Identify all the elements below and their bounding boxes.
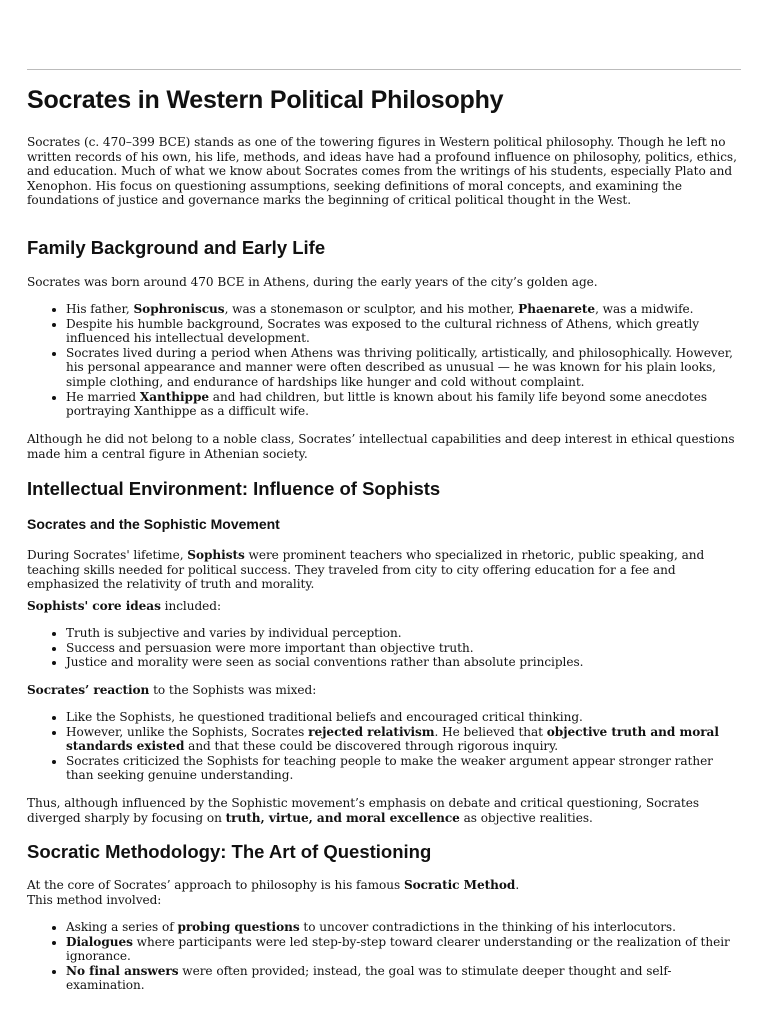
list-item: • Dialogues where participants were led step-by-step toward clearer understanding or the realization of their ignorance. [66,935,741,964]
list-item: • Socrates lived during a period when Athens was thriving politically, artistically, and philosophically. However, his personal appearance and manner were often described as unusual — he was known for his plain looks, simple clothing, and endurance of hardships like hunger and cold without complaint. [66,346,741,390]
sophists-closing-paragraph: Thus, although influenced by the Sophistic movement’s emphasis on debate and critical questioning, Socrates diverged sharply by focusing on truth, virtue, and moral excellence as objective realities. [27,796,699,825]
socrates-reaction-list [27,710,741,783]
list-item: • Success and persuasion were more important than objective truth. [66,641,741,656]
heading-family-background: Family Background and Early Life [27,237,326,258]
list-item: • Like the Sophists, he questioned traditional beliefs and encouraged critical thinking. [66,710,741,725]
list-item: • No final answers were often provided; instead, the goal was to stimulate deeper thought and self-examination. [66,964,741,993]
list-item: • His father, Sophroniscus, was a stonemason or sculptor, and his mother, Phaenarete, was a midwife. [66,302,741,317]
subheading-sophistic-movement: Socrates and the Sophistic Movement [27,516,280,532]
socrates-reaction-label: Socrates’ reaction to the Sophists was mixed: [27,683,317,697]
method-list [27,920,741,993]
intro-paragraph: Socrates (c. 470–399 BCE) stands as one of the towering figures in Western political philosophy. Though he left no written records of his own, his life, methods, and ideas have had a profound influence on philosophy, politics, ethics, and education. Much of what we know about Socrates comes from the writings of his students, especially Plato and Xenophon. His focus on questioning assumptions, seeking definitions of moral concepts, and examining the foundations of justice and governance marks the beginning of critical political thought in the West. [27,135,737,208]
list-item: • Justice and morality were seen as social conventions rather than absolute principles. [66,655,741,670]
page-title: Socrates in Western Political Philosophy [27,86,504,114]
family-lead-paragraph: Socrates was born around 470 BCE in Athens, during the early years of the city’s golden age. [27,275,598,289]
list-item: • Socrates criticized the Sophists for teaching people to make the weaker argument appear stronger rather than seeking genuine understanding. [66,754,741,783]
method-intro-paragraph: At the core of Socrates’ approach to philosophy is his famous Socratic Method. This method involved: [27,878,520,907]
top-divider [27,69,741,70]
list-item: • However, unlike the Sophists, Socrates rejected relativism. He believed that objective truth and moral standards existed and that these could be discovered through rigorous inquiry. [66,725,741,754]
heading-socratic-method: Socratic Methodology: The Art of Questioning [27,841,432,862]
sophists-core-ideas-label: Sophists' core ideas included: [27,599,222,613]
family-closing-paragraph: Although he did not belong to a noble class, Socrates’ intellectual capabilities and deep interest in ethical questions made him a central figure in Athenian society. [27,432,735,461]
list-item: • Truth is subjective and varies by individual perception. [66,626,741,641]
list-item: • Despite his humble background, Socrates was exposed to the cultural richness of Athens, which greatly influenced his intellectual development. [66,317,741,346]
list-item: • Asking a series of probing questions to uncover contradictions in the thinking of his interlocutors. [66,920,741,935]
sophists-paragraph: During Socrates' lifetime, Sophists were prominent teachers who specialized in rhetoric, public speaking, and teaching skills needed for political success. They traveled from city to city offering education for a fee and emphasized the relativity of truth and morality. [27,548,705,592]
sophists-core-ideas-list [27,626,741,670]
heading-sophists: Intellectual Environment: Influence of Sophists [27,478,441,499]
list-item: • He married Xanthippe and had children, but little is known about his family life beyond some anecdotes portraying Xanthippe as a difficult wife. [66,390,741,419]
family-list [27,302,741,419]
